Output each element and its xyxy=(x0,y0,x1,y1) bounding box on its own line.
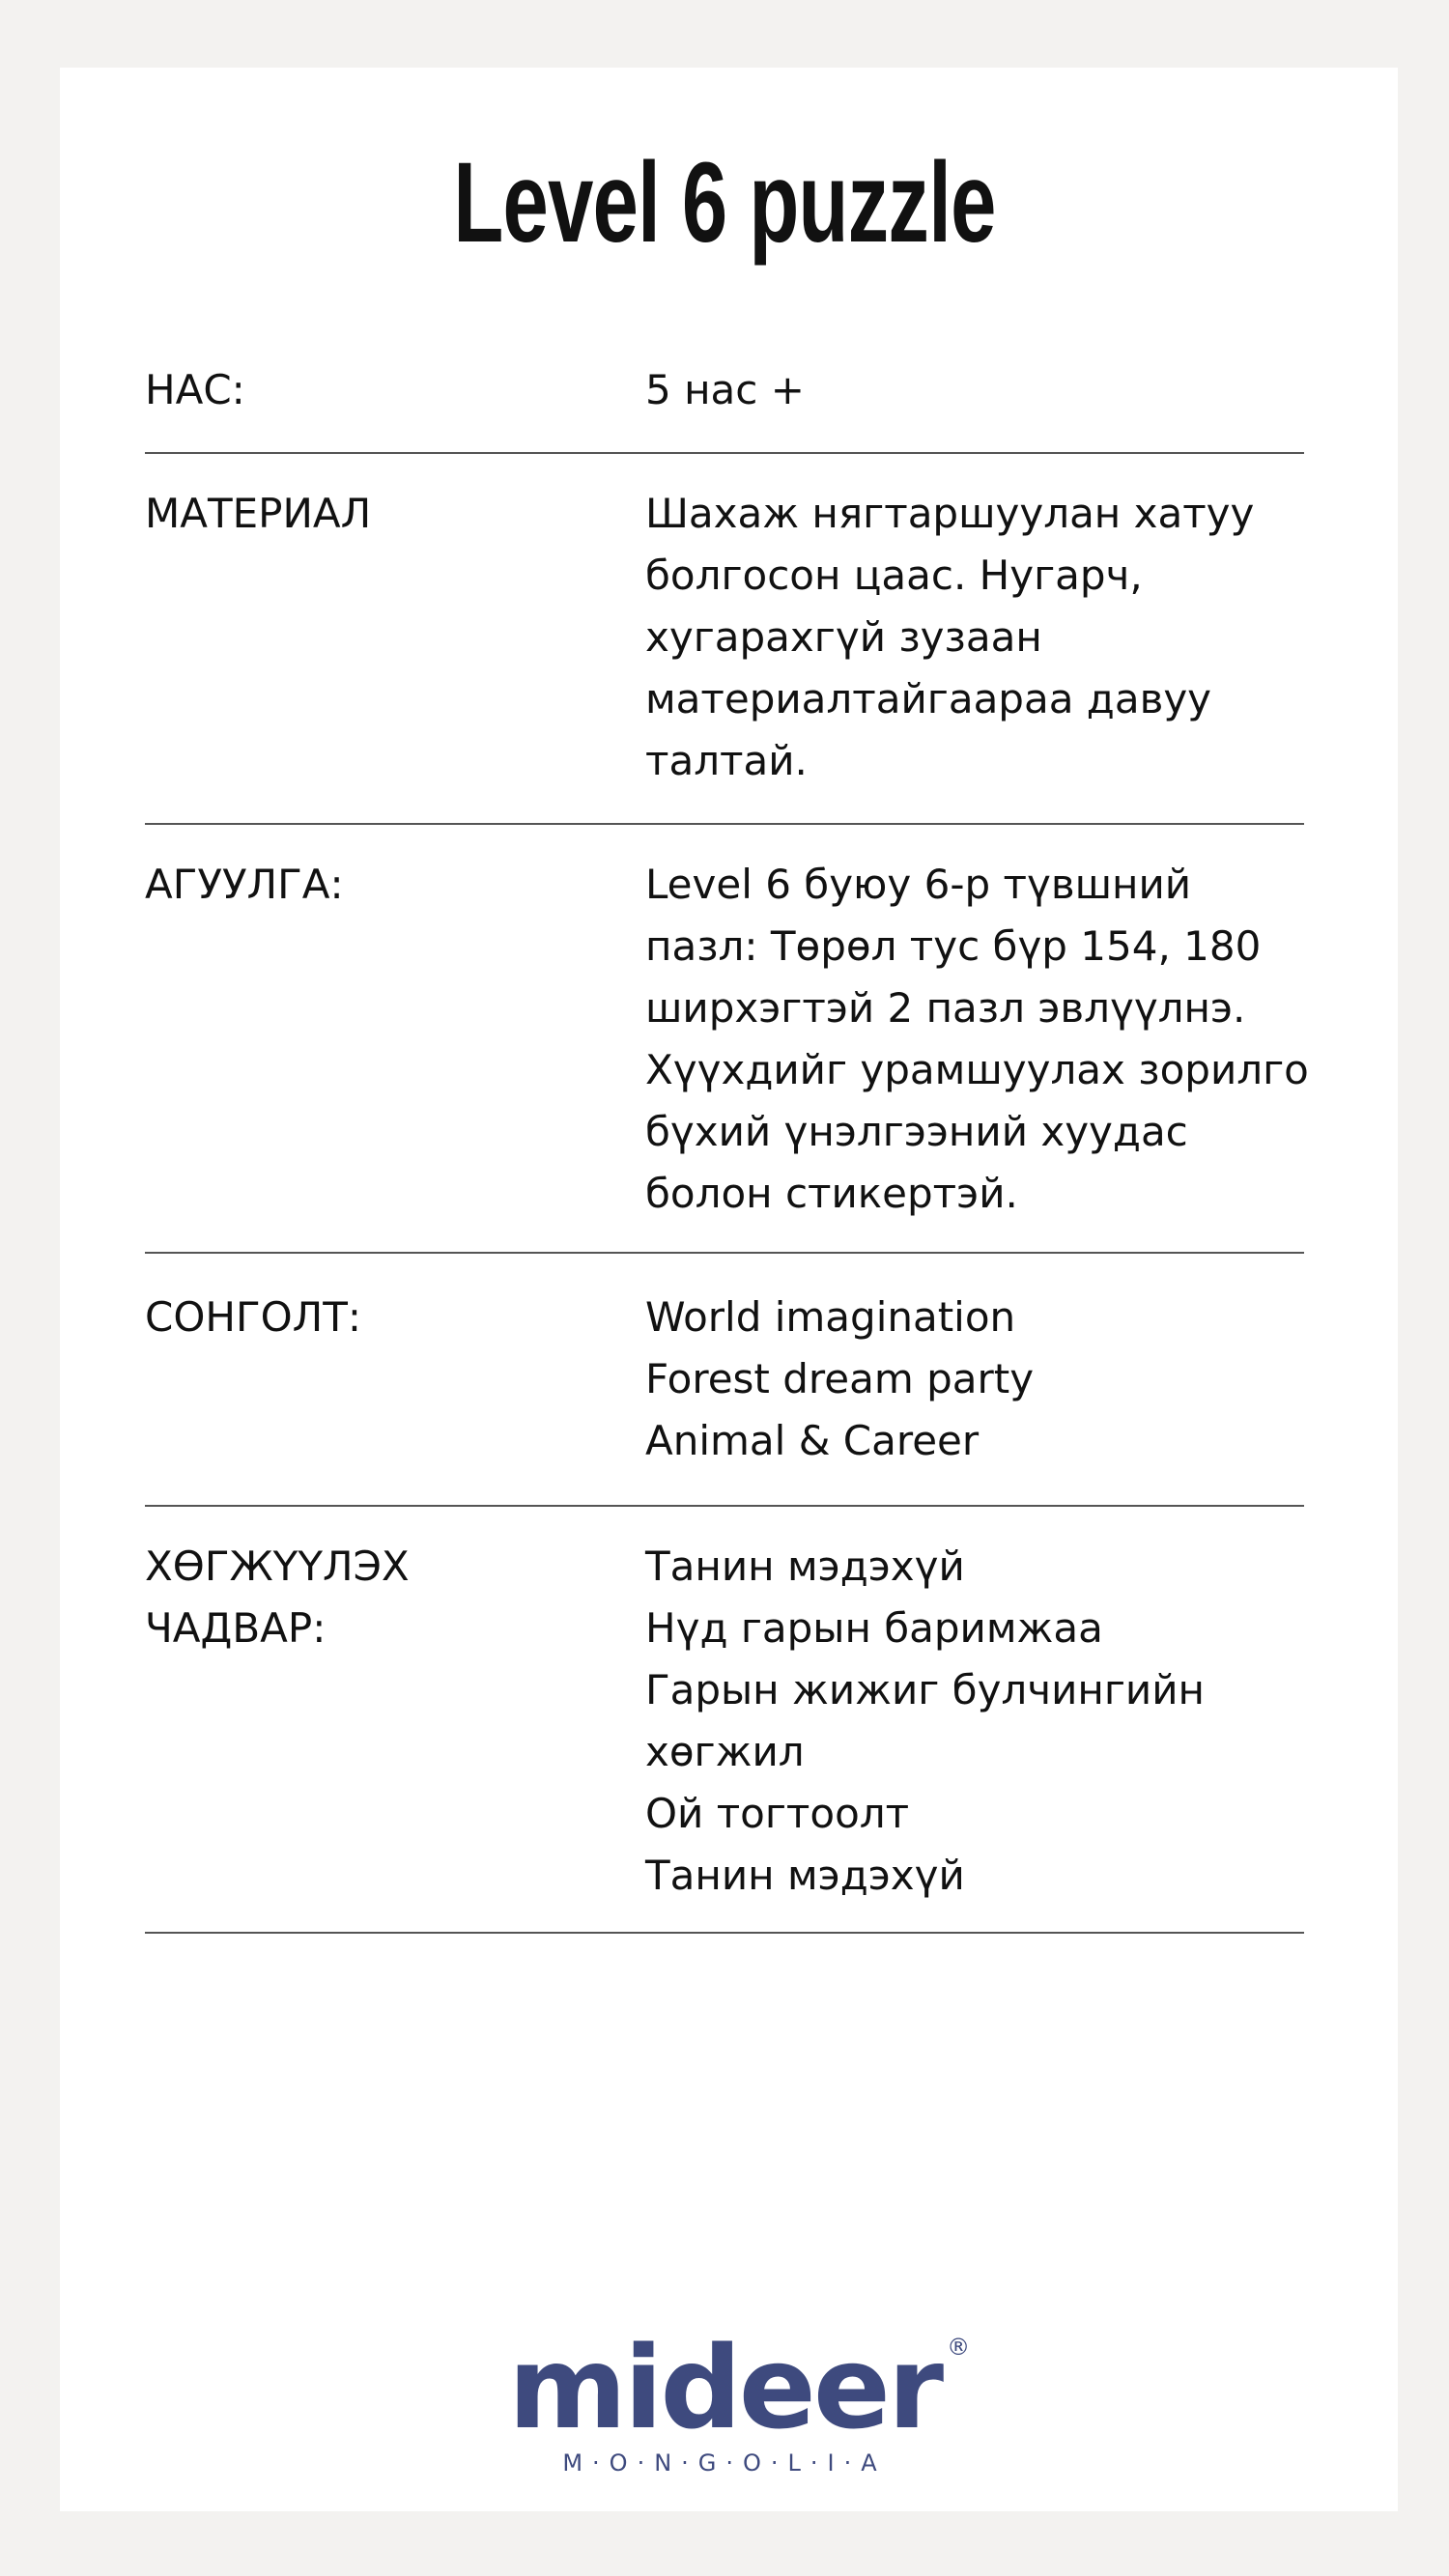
registered-mark: ® xyxy=(947,2334,971,2361)
spec-value-line: Танин мэдэхүй xyxy=(645,1543,965,1590)
spec-label: АГУУЛГА: xyxy=(145,861,344,908)
page-title: Level 6 puzzle xyxy=(453,139,996,267)
spec-row-age xyxy=(145,348,1304,454)
spec-value-line: хөгжил xyxy=(645,1728,805,1775)
brand-logo xyxy=(0,2321,1449,2477)
spec-value-line: пазл: Төрөл тус бүр 154, 180 xyxy=(645,922,1262,970)
spec-value xyxy=(645,359,1304,421)
spec-label: ХӨГЖҮҮЛЭХ ЧАДВАР: xyxy=(145,1543,410,1652)
spec-value-line: Шахаж нягтаршуулан хатуу xyxy=(645,490,1255,537)
spec-table xyxy=(145,348,1309,1934)
logo-wordmark xyxy=(507,2321,971,2454)
spec-value-line: 5 нас + xyxy=(645,366,805,413)
spec-value-line: Гарын жижиг булчингийн xyxy=(645,1666,1205,1713)
spec-label: СОНГОЛТ: xyxy=(145,1293,362,1341)
spec-value-line: болон стикертэй. xyxy=(645,1170,1018,1217)
logo-wordmark-text: mideer xyxy=(507,2321,942,2454)
spec-value-line: Нүд гарын баримжаа xyxy=(645,1604,1103,1652)
spec-value-line: хугарахгүй зузаан xyxy=(645,613,1042,661)
spec-value-line: Хүүхдийг урамшуулах зорилго xyxy=(645,1046,1309,1093)
spec-row-content xyxy=(145,825,1309,1254)
spec-label: НАС: xyxy=(145,366,245,413)
spec-row-material xyxy=(145,454,1304,825)
spec-value xyxy=(645,854,1309,1225)
spec-value-line: материалтайгаараа давуу xyxy=(645,675,1212,722)
spec-value-line: ширхэгтэй 2 пазл эвлүүлнэ. xyxy=(645,984,1246,1032)
spec-value-line: Ой тогтоолт xyxy=(645,1790,910,1837)
spec-value-line: Forest dream party xyxy=(645,1355,1035,1402)
spec-value-line: World imagination xyxy=(645,1293,1016,1341)
spec-value-line: талтай. xyxy=(645,737,808,784)
spec-row-options xyxy=(145,1254,1304,1507)
spec-value-line: Level 6 буюу 6-р түвшний xyxy=(645,861,1192,908)
spec-value-line: Animal & Career xyxy=(645,1417,980,1464)
spec-value xyxy=(645,1287,1304,1472)
spec-value-line: Танин мэдэхүй xyxy=(645,1852,965,1899)
spec-value xyxy=(645,483,1304,792)
logo-subtitle: M·O·N·G·O·L·I·A xyxy=(562,2449,887,2477)
spec-label: МАТЕРИАЛ xyxy=(145,490,372,537)
spec-value xyxy=(645,1536,1304,1907)
spec-value-line: бүхий үнэлгээний хуудас xyxy=(645,1108,1188,1155)
spec-row-skills xyxy=(145,1507,1304,1934)
spec-value-line: болгосон цаас. Нугарч, xyxy=(645,552,1143,599)
